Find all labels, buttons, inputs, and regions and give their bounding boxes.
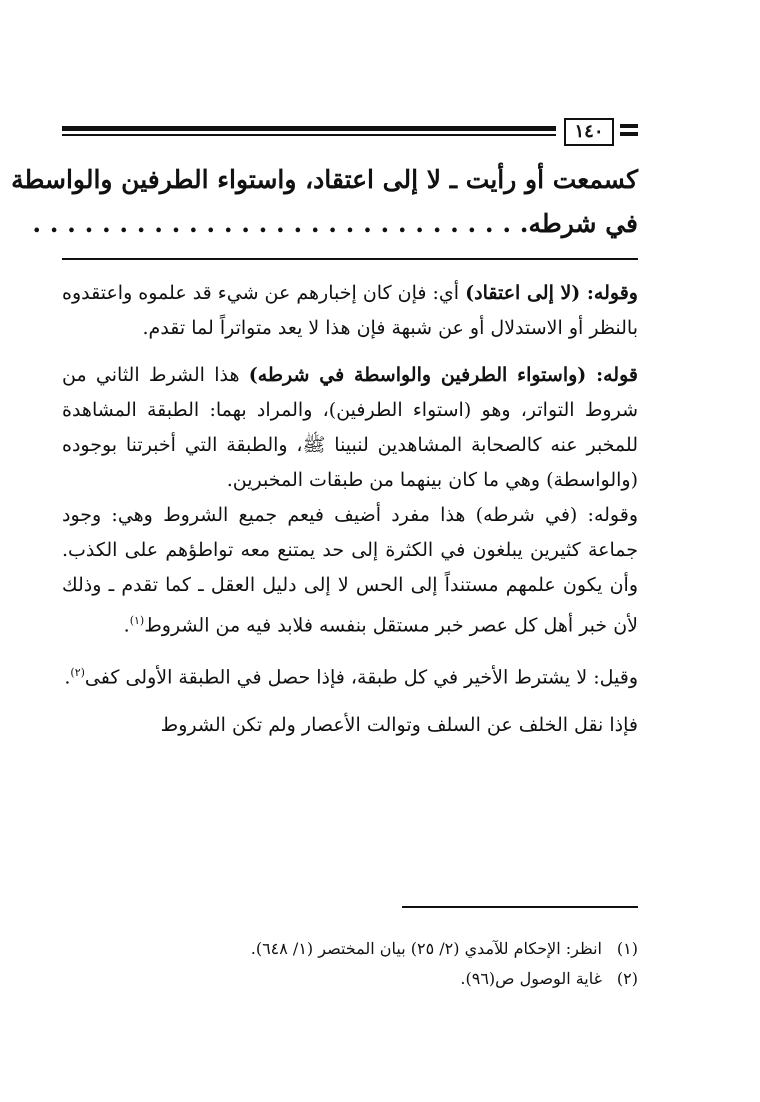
paragraph-4-text: وقيل: لا يشترط الأخير في كل طبقة، فإذا حصل في الطبقة الأولى كفى [84,666,638,689]
footnotes [62,934,638,994]
paragraph-1-lead: وقوله: [580,282,638,304]
paragraph-5: فإذا نقل الخلف عن السلف وتوالت الأعصار ولم تكن الشروط [160,713,638,736]
header-rule-short [620,124,638,128]
paragraph-4 [62,655,638,695]
page-number: ١٤٠ [564,118,614,146]
footnote-1-number: (١) [616,939,638,958]
paragraph-2 [62,358,638,498]
page-header [62,118,638,148]
footnote-2 [62,964,638,994]
paragraph-4-end: . [64,666,71,689]
footnote-1-text: انظر: الإحكام للآمدي (٢/ ٢٥) بيان المختصر (١/ ٦٤٨). [250,939,602,958]
matn-line-2 [32,202,638,246]
footnote-ref-1: (١) [129,614,145,627]
matn-divider [62,258,638,260]
paragraph-2-lead: قوله: [586,364,638,386]
matn-line-2-text: في شرطه [528,209,638,238]
footnote-2-number: (٢) [616,969,638,988]
commentary-body [62,276,638,755]
header-rule-thin [62,134,556,136]
paragraph-3 [62,498,638,643]
footnote-1 [62,934,638,964]
paragraph-3-end: . [123,614,130,637]
matn-text [11,158,638,246]
paragraph-2-text: هذا الشرط الثاني من شروط التواتر، وهو (استواء الطرفين)، والمراد بهما: الطبقة المشاهدة للمخبر عنه كالصحابة المشاهدين لنبينا ﷺ، والطبقة التي أخبرتنا بوجوده (والواسطة) وهي ما كان بينهما من طبقات المخبرين. [62,364,638,491]
matn-dots: . . . . . . . . . . . . . . . . . . . . . . . . . . . . . [32,209,529,238]
header-rule-short [620,132,638,136]
matn-line-1: كسمعت أو رأيت ـ لا إلى اعتقاد، واستواء الطرفين والواسطة [11,165,638,194]
footnote-2-text: غاية الوصول ص(٩٦). [460,969,602,988]
paragraph-1 [62,276,638,346]
header-rule-thick [62,126,556,131]
paragraph-3-text: وقوله: (في شرطه) هذا مفرد أضيف فيعم جميع الشروط وهي: وجود جماعة كثيرين يبلغون في الكثرة إلى حد يمتنع معه تواطؤهم على الكذب. وأن يكون علمهم مستنداً إلى الحس لا إلى دليل العقل ـ كما تقدم ـ وذلك لأن خبر أهل كل عصر خبر مستقل بنفسه فلابد فيه من الشروط [62,504,639,637]
footnote-ref-2: (٢) [70,666,85,680]
paragraph-1-quote: (لا إلى اعتقاد) [465,282,581,304]
paragraph-2-quote: (واستواء الطرفين والواسطة في شرطه) [248,364,587,386]
paragraph-1-text: أي: فإن كان إخبارهم عن شيء قد علموه واعتقدوه بالنظر أو الاستدلال أو عن شبهة فإن هذا لا يعد متواتراً لما تقدم. [62,282,638,339]
footnote-divider [402,906,638,908]
